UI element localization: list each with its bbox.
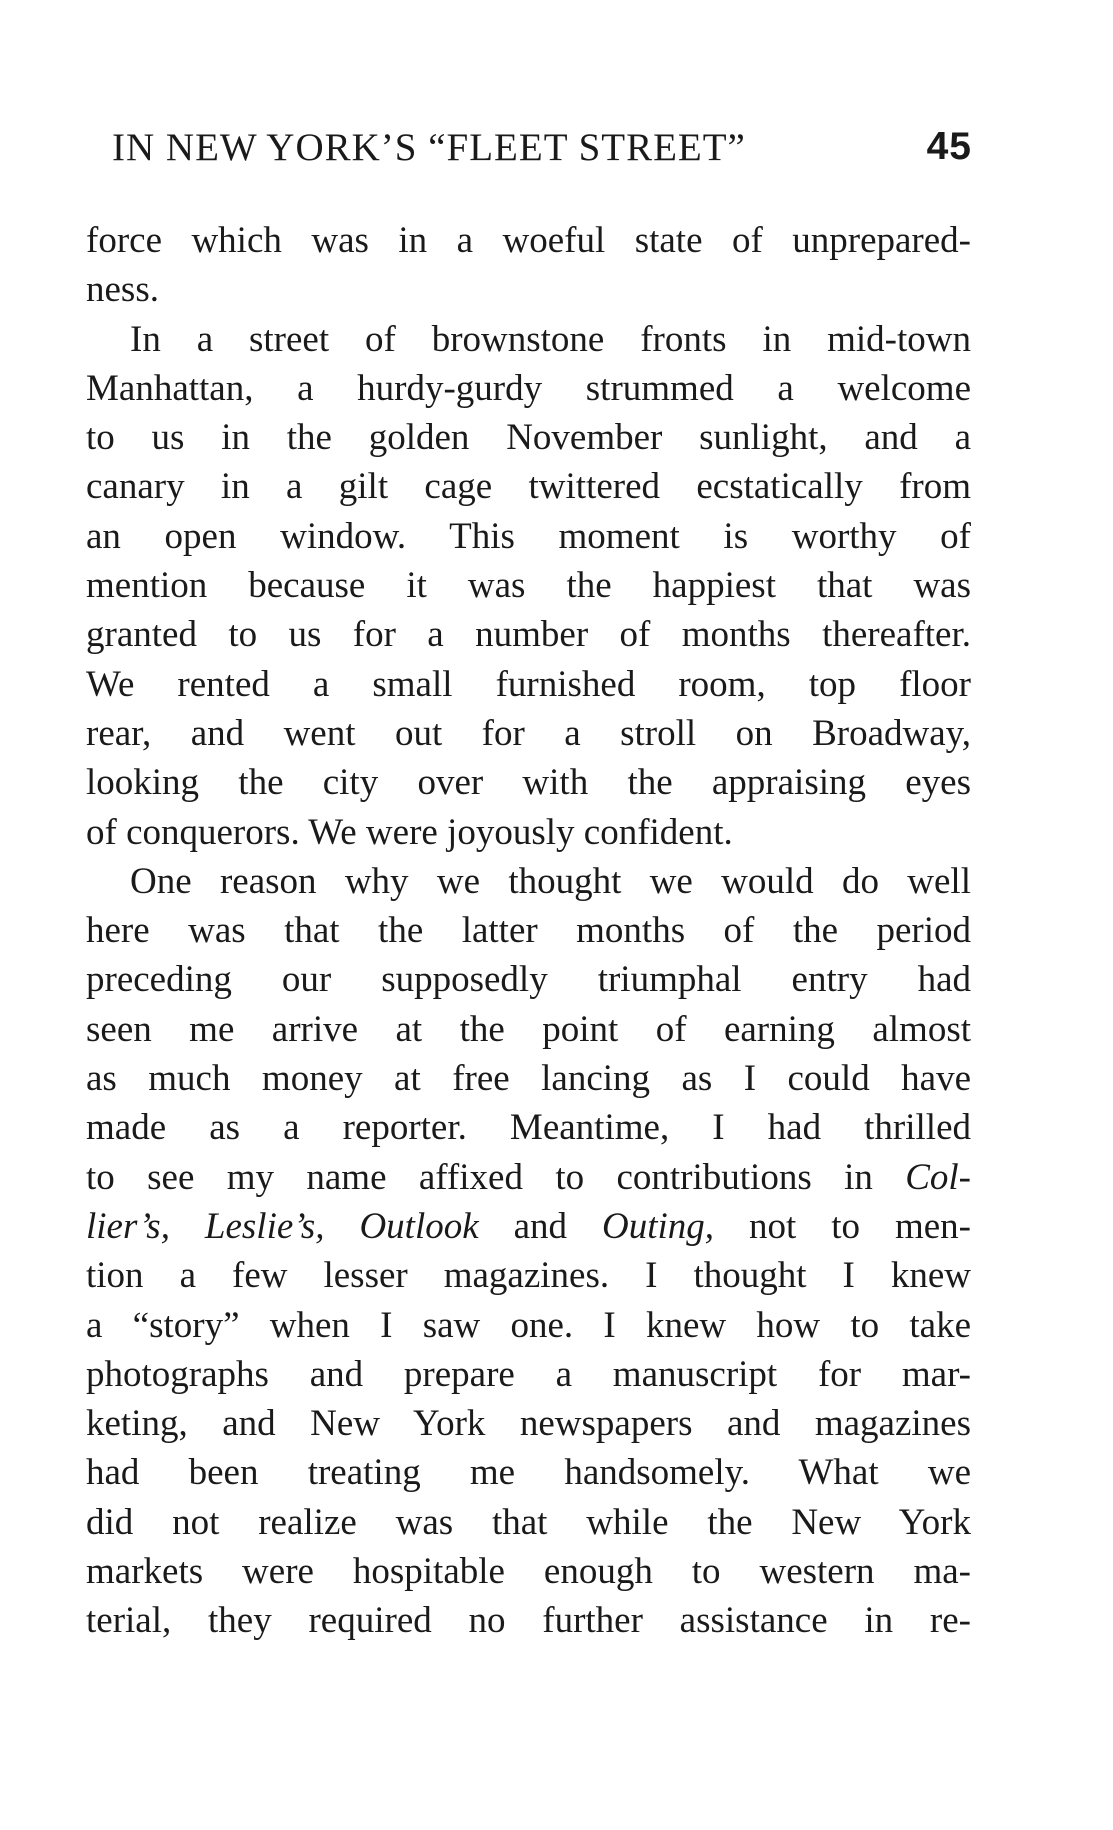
text-line: looking the city over with the appraising eyes: [86, 762, 971, 804]
text-line: [86, 1153, 971, 1202]
text-line: as much money at free lancing as I could have: [86, 1058, 971, 1100]
text-line: Manhattan, a hurdy-gurdy strummed a welcome: [86, 367, 971, 409]
text-line: made as a reporter. Meantime, I had thrilled: [86, 1107, 971, 1149]
running-head: [112, 125, 972, 175]
text-line: markets were hospitable enough to western ma-: [86, 1551, 971, 1593]
text-line: [86, 1202, 971, 1251]
magazine-title: Col-: [905, 1156, 971, 1198]
text-line-segment: to see my name affixed to contributions in: [86, 1156, 906, 1198]
text-line: seen me arrive at the point of earning almost: [86, 1008, 971, 1050]
text-line: We rented a small furnished room, top floor: [86, 663, 971, 705]
text-line: photographs and prepare a manuscript for mar-: [86, 1353, 971, 1395]
body-text: [86, 216, 971, 1646]
text-line: canary in a gilt cage twittered ecstatically from: [86, 466, 971, 508]
text-line: force which was in a woeful state of unprepared-: [86, 220, 971, 261]
text-line: tion a few lesser magazines. I thought I knew: [86, 1255, 971, 1297]
text-line-segment: not to men-: [714, 1205, 971, 1247]
text-line: a “story” when I saw one. I knew how to take: [86, 1304, 971, 1346]
text-line: terial, they required no further assistance in re-: [86, 1600, 971, 1642]
paragraph-start-line: In a street of brownstone fronts in mid-town: [130, 318, 971, 360]
paragraph-start-line: One reason why we thought we would do well: [130, 860, 971, 902]
text-line: of conquerors. We were joyously confident.: [86, 811, 733, 853]
text-line: keting, and New York newspapers and magazines: [86, 1403, 971, 1445]
text-line: mention because it was the happiest that was: [86, 565, 971, 607]
magazine-titles: lier’s, Leslie’s, Outlook: [86, 1205, 479, 1247]
text-line: an open window. This moment is worthy of: [86, 515, 971, 557]
page-number: 45: [926, 125, 972, 168]
text-line: ness.: [86, 269, 159, 311]
chapter-title: IN NEW YORK’S “FLEET STREET”: [112, 126, 746, 169]
text-line: granted to us for a number of months thereafter.: [86, 614, 971, 656]
text-line: preceding our supposedly triumphal entry had: [86, 959, 971, 1001]
text-line: did not realize was that while the New York: [86, 1501, 971, 1543]
magazine-title: Outing,: [602, 1205, 715, 1247]
text-line: here was that the latter months of the period: [86, 910, 971, 952]
text-line-segment: and: [478, 1205, 602, 1247]
text-line: had been treating me handsomely. What we: [86, 1452, 971, 1494]
text-line: to us in the golden November sunlight, and a: [86, 417, 971, 459]
text-line: rear, and went out for a stroll on Broadway,: [86, 712, 971, 754]
